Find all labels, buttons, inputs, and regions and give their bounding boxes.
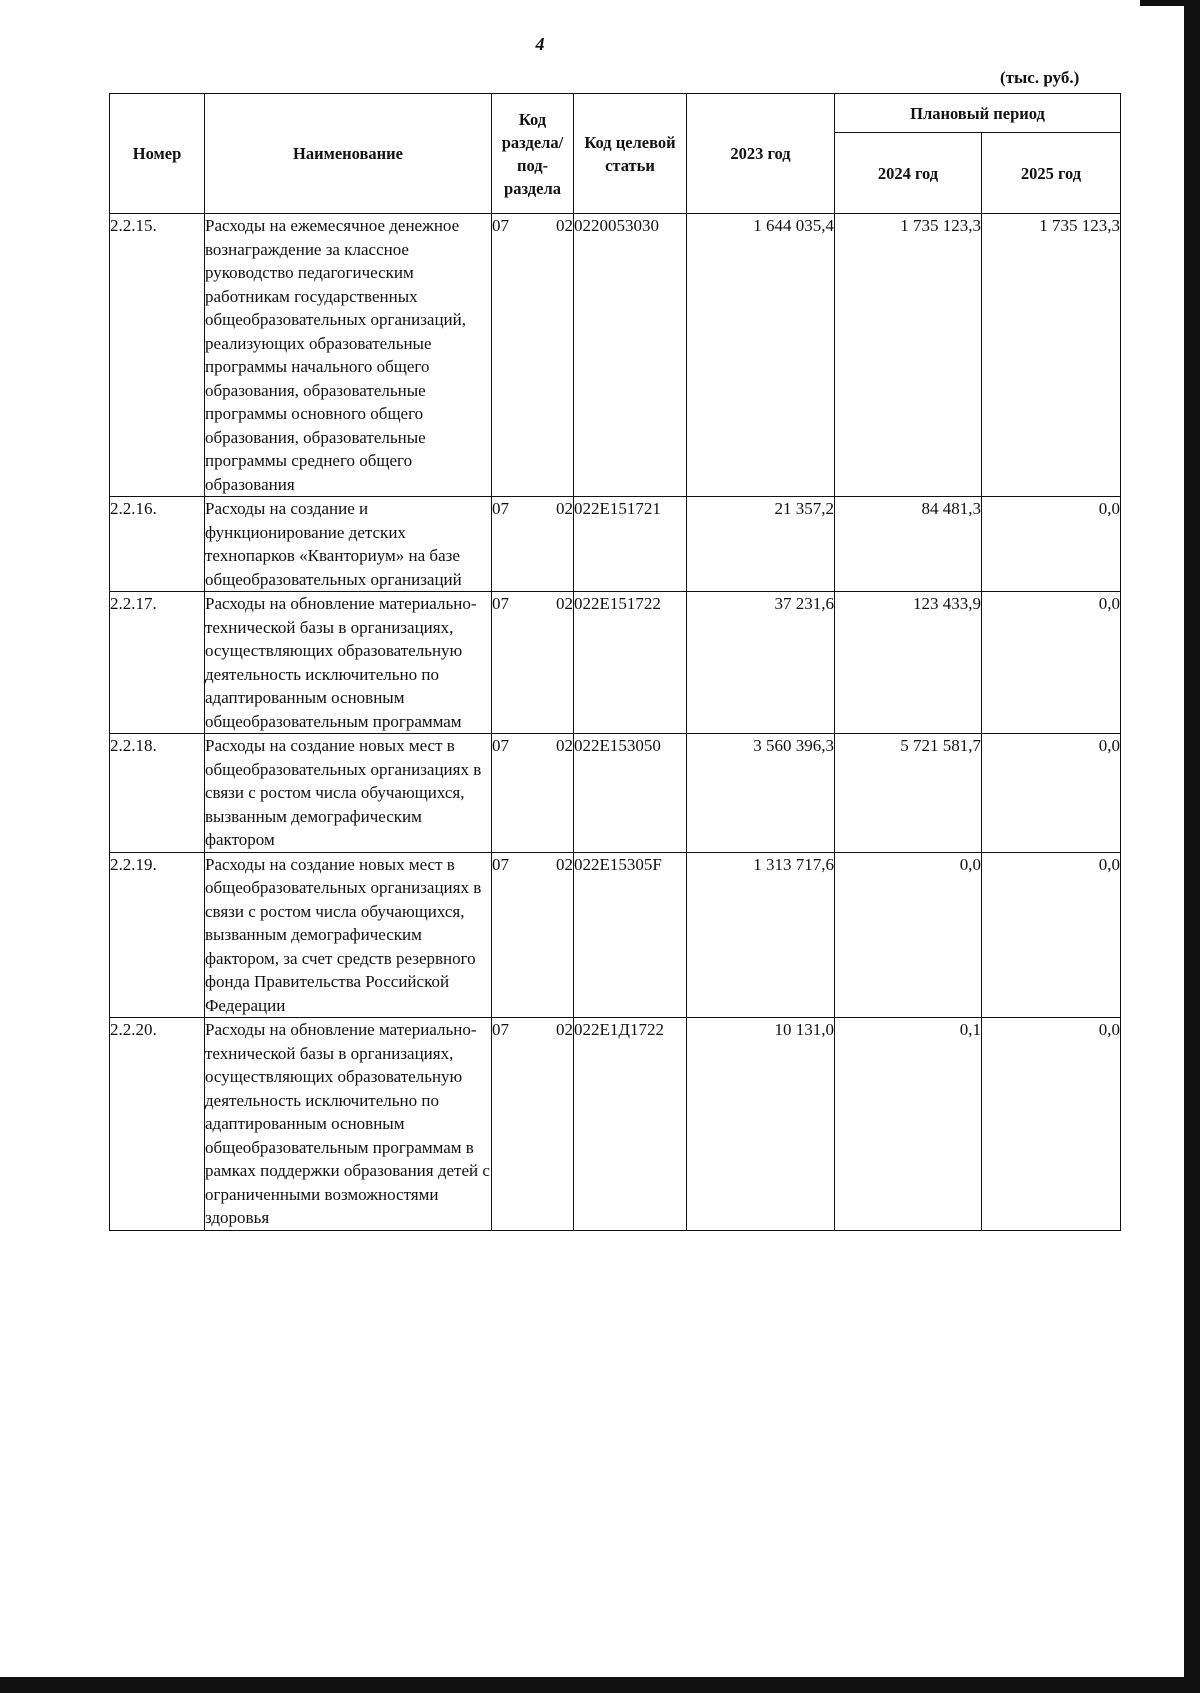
header-planned-period: Плановый период — [835, 94, 1121, 133]
row-number: 2.2.16. — [110, 497, 205, 592]
row-amount-2025: 0,0 — [982, 497, 1121, 592]
table-row — [110, 592, 1121, 734]
row-amount-2025: 0,0 — [982, 1018, 1121, 1231]
header-year-2025: 2025 год — [982, 133, 1121, 214]
row-target-code: 022Е151721 — [574, 497, 687, 592]
row-name: Расходы на создание и функционирование детских технопарков «Кванториум» на базе общеобразовательных организаций — [205, 497, 492, 592]
row-amount-2025: 0,0 — [982, 852, 1121, 1018]
row-number: 2.2.17. — [110, 592, 205, 734]
row-amount-2025: 0,0 — [982, 734, 1121, 853]
row-subsection: 02 — [556, 216, 573, 235]
table-row — [110, 497, 1121, 592]
row-section: 07 — [492, 854, 509, 874]
row-section: 07 — [492, 594, 509, 613]
table-row — [110, 1018, 1121, 1231]
row-target-code: 0220053030 — [574, 214, 687, 497]
row-name: Расходы на обновление материально-технической базы в организациях, осуществляющих образовательную деятельность исключительно по адаптированным основным общеобразовательным программам — [205, 592, 492, 734]
row-amount-2024: 0,1 — [835, 1018, 982, 1231]
row-amount-2023: 37 231,6 — [687, 592, 835, 734]
header-target-code: Код целевой статьи — [574, 94, 687, 214]
row-amount-2023: 1 313 717,6 — [687, 852, 835, 1018]
row-target-code: 022Е153050 — [574, 734, 687, 853]
budget-table — [109, 93, 1121, 1231]
row-amount-2024: 5 721 581,7 — [835, 734, 982, 853]
row-section-code — [492, 592, 574, 734]
row-subsection: 02 — [556, 736, 573, 755]
row-subsection: 02 — [556, 499, 573, 518]
row-number: 2.2.15. — [110, 214, 205, 497]
row-number: 2.2.18. — [110, 734, 205, 853]
row-section-code — [492, 497, 574, 592]
header-row — [110, 94, 1121, 133]
row-name: Расходы на создание новых мест в общеобразовательных организациях в связи с ростом числа обучающихся, вызванным демографическим фактором — [205, 734, 492, 853]
row-amount-2024: 0,0 — [835, 852, 982, 1018]
row-section-code — [492, 734, 574, 853]
header-section-code: Код раздела/ под-раздела — [492, 94, 574, 214]
header-name: Наименование — [205, 94, 492, 214]
row-amount-2023: 1 644 035,4 — [687, 214, 835, 497]
row-target-code: 022Е1Д1722 — [574, 1018, 687, 1231]
scan-edge-bottom — [0, 1677, 1200, 1693]
row-name: Расходы на обновление материально-технической базы в организациях, осуществляющих образовательную деятельность исключительно по адаптированным основным общеобразовательным программам в рамках поддержки образования детей с ограниченными возможностями здоровья — [205, 1018, 492, 1231]
row-amount-2024: 84 481,3 — [835, 497, 982, 592]
row-section-code — [492, 1018, 574, 1231]
table-row — [110, 214, 1121, 497]
row-target-code: 022Е151722 — [574, 592, 687, 734]
units-label: (тыс. руб.) — [1000, 68, 1080, 87]
row-amount-2025: 1 735 123,3 — [982, 214, 1121, 497]
row-section: 07 — [492, 736, 509, 755]
row-amount-2024: 123 433,9 — [835, 592, 982, 734]
row-number: 2.2.20. — [110, 1018, 205, 1231]
row-name: Расходы на создание новых мест в общеобразовательных организациях в связи с ростом числа обучающихся, вызванным демографическим фактором, за счет средств резервного фонда Правительства Российской Федерации — [205, 852, 492, 1018]
row-amount-2023: 3 560 396,3 — [687, 734, 835, 853]
row-section-code — [492, 852, 574, 1018]
header-year-2023: 2023 год — [687, 94, 835, 214]
page-number: 4 — [535, 34, 545, 54]
header-number: Номер — [110, 94, 205, 214]
row-section-code — [492, 214, 574, 497]
row-section: 07 — [492, 1020, 509, 1039]
row-section: 07 — [492, 499, 509, 518]
table-row — [110, 852, 1121, 1018]
row-subsection: 02 — [556, 594, 573, 613]
row-section: 07 — [492, 216, 509, 235]
row-target-code: 022Е15305F — [574, 852, 687, 1018]
header-year-2024: 2024 год — [835, 133, 982, 214]
row-amount-2024: 1 735 123,3 — [835, 214, 982, 497]
row-subsection: 02 — [556, 1020, 573, 1039]
row-subsection: 02 — [556, 854, 573, 874]
row-amount-2023: 21 357,2 — [687, 497, 835, 592]
scan-edge-right — [1184, 0, 1200, 1693]
row-amount-2025: 0,0 — [982, 592, 1121, 734]
row-amount-2023: 10 131,0 — [687, 1018, 835, 1231]
row-number: 2.2.19. — [110, 852, 205, 1018]
row-name: Расходы на ежемесячное денежное вознаграждение за классное руководство педагогическим работникам государственных общеобразовательных организаций, реализующих образовательные программы начального общего образования, образовательные программы основного общего образования, образовательные программы среднего общего образования — [205, 214, 492, 497]
table-row — [110, 734, 1121, 853]
